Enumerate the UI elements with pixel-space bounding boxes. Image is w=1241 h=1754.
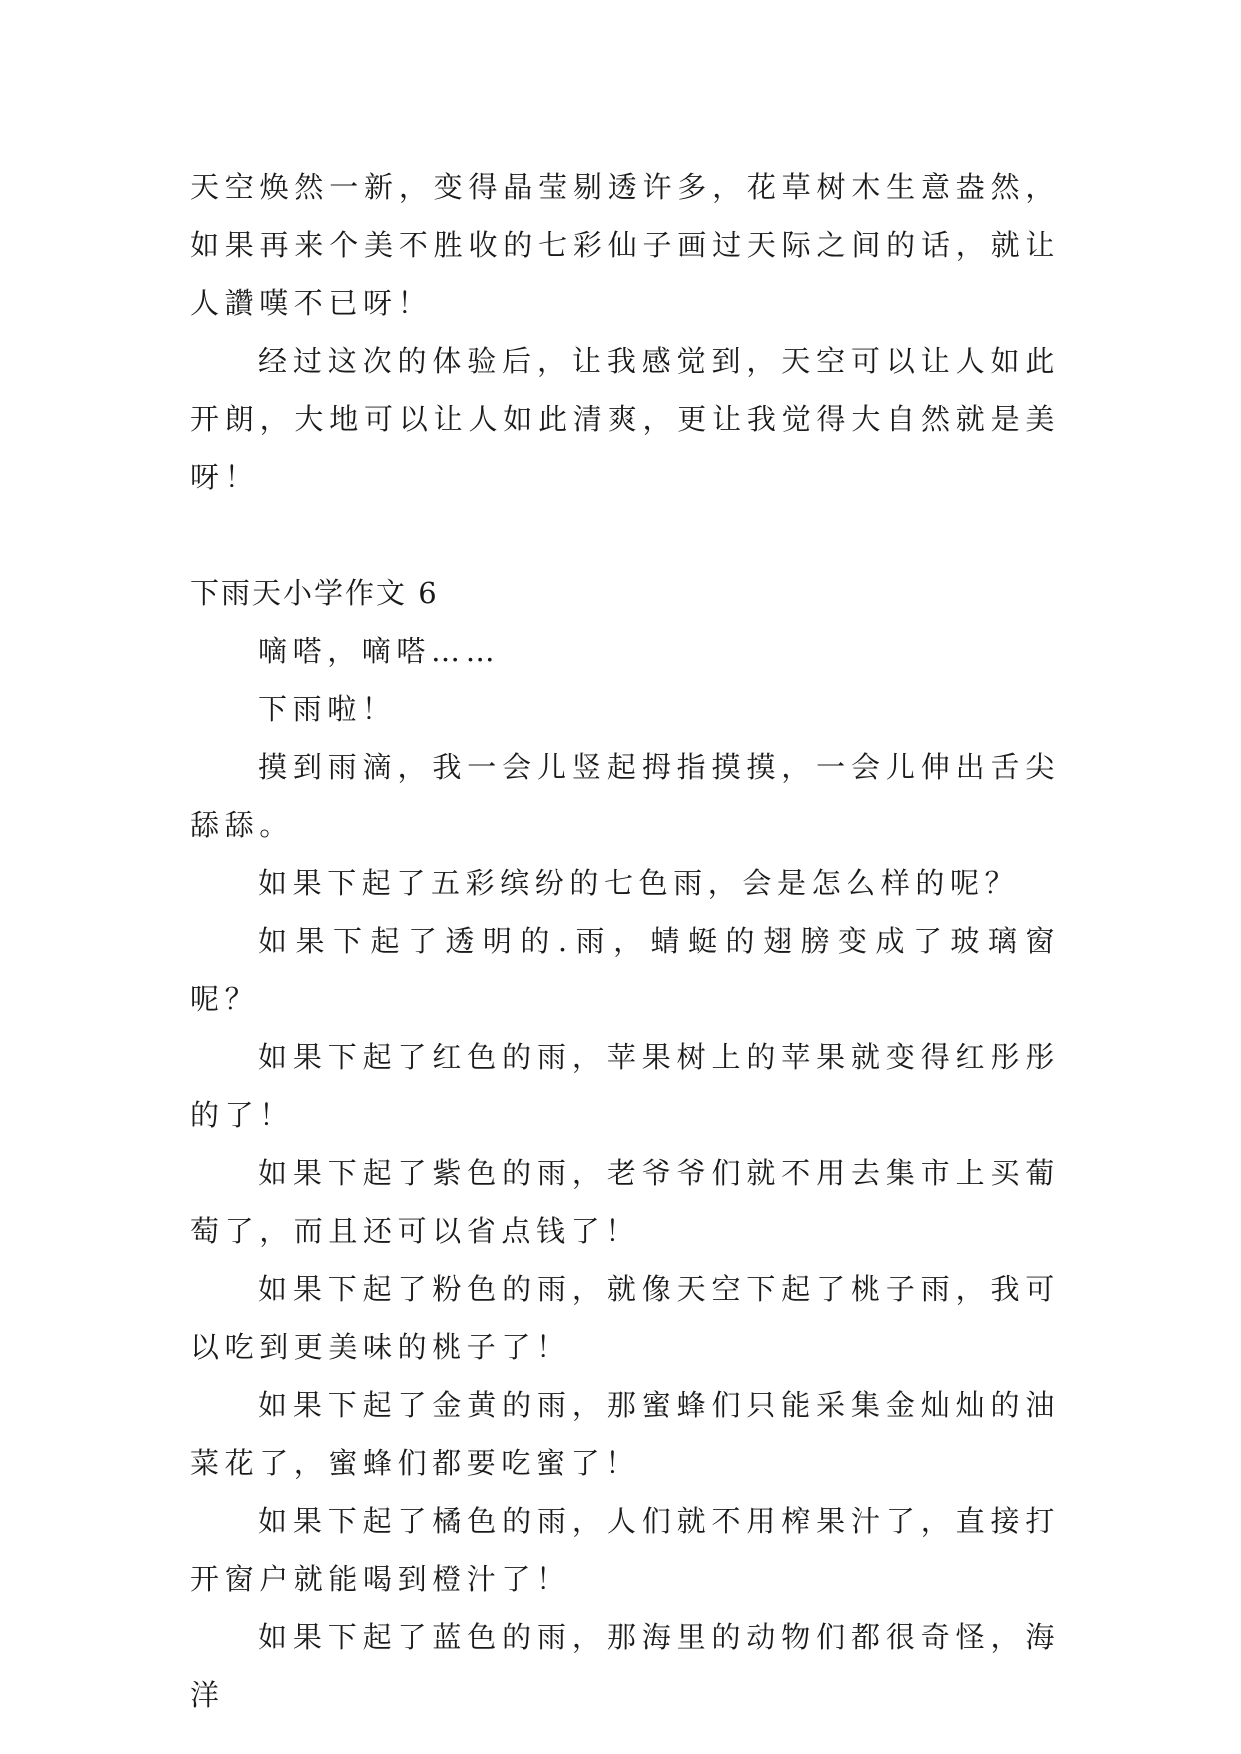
paragraph: 如果下起了橘色的雨，人们就不用榨果汁了，直接打开窗户就能喝到橙汁了！ (190, 1504, 1060, 1596)
paragraph: 如果下起了红色的雨，苹果树上的苹果就变得红彤彤的了！ (190, 1040, 1060, 1132)
paragraph: 天空焕然一新，变得晶莹剔透许多，花草树木生意盎然，如果再来个美不胜收的七彩仙子画过天际之间的话，就让人讚嘆不已呀！ (190, 170, 1060, 320)
paragraph: 如果下起了透明的.雨，蜻蜓的翅膀变成了玻璃窗呢？ (190, 924, 1060, 1016)
paragraph: 嘀嗒，嘀嗒…… (258, 634, 501, 668)
paragraph: 如果下起了粉色的雨，就像天空下起了桃子雨，我可以吃到更美味的桃子了！ (190, 1272, 1060, 1364)
paragraph: 经过这次的体验后，让我感觉到，天空可以让人如此开朗，大地可以让人如此清爽，更让我觉得大自然就是美呀！ (190, 344, 1060, 494)
paragraph: 如果下起了金黄的雨，那蜜蜂们只能采集金灿灿的油菜花了，蜜蜂们都要吃蜜了！ (190, 1388, 1060, 1480)
paragraph: 如果下起了五彩缤纷的七色雨，会是怎么样的呢？ (258, 866, 1020, 900)
paragraph: 如果下起了紫色的雨，老爷爷们就不用去集市上买葡萄了，而且还可以省点钱了！ (190, 1156, 1060, 1248)
document-body (190, 158, 1060, 1724)
paragraph: 摸到雨滴，我一会儿竖起拇指摸摸，一会儿伸出舌尖舔舔。 (190, 750, 1060, 842)
paragraph: 如果下起了蓝色的雨，那海里的动物们都很奇怪，海洋 (190, 1620, 1060, 1712)
section-title: 下雨天小学作文 6 (190, 576, 439, 610)
paragraph: 下雨啦！ (258, 692, 397, 726)
